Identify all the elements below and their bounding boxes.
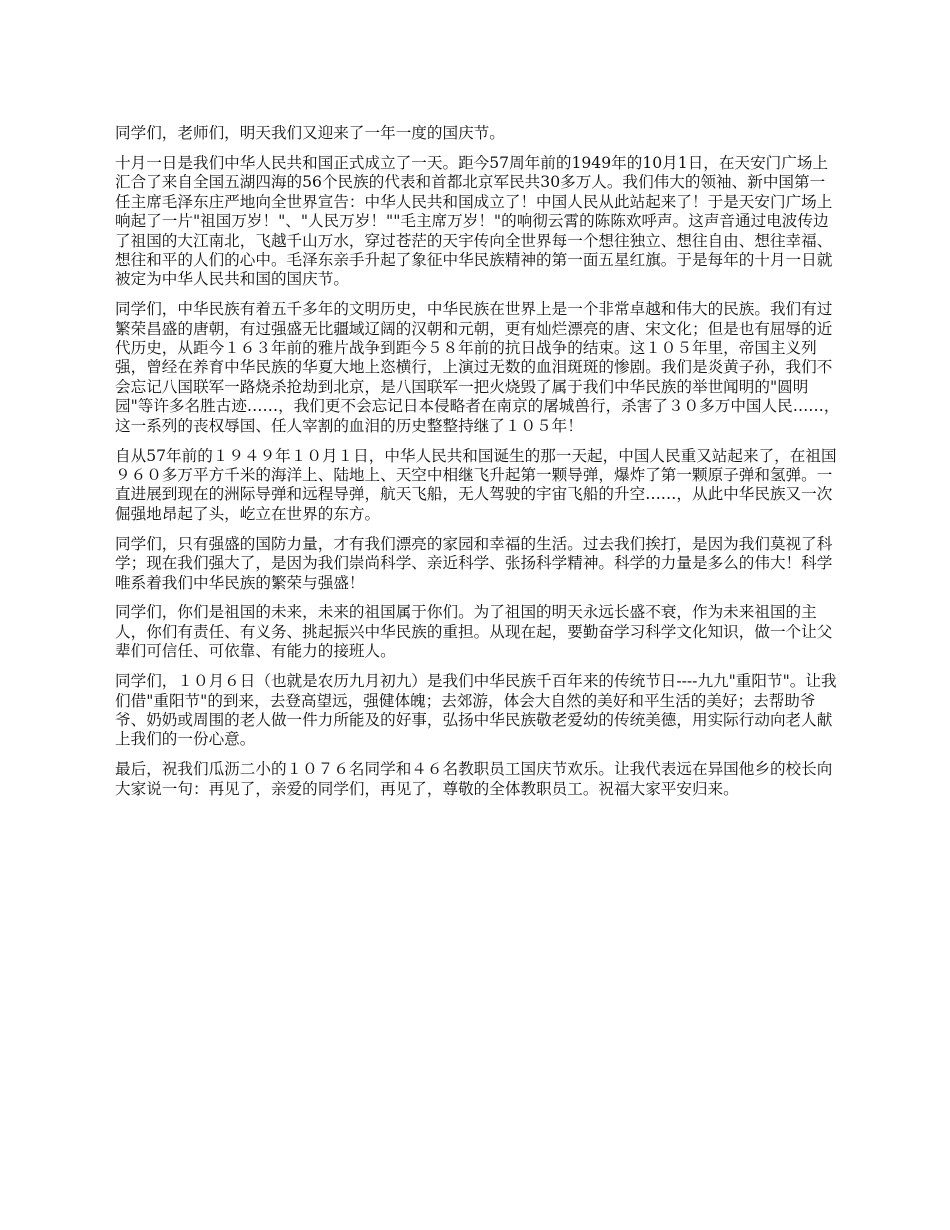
paragraph-science: 同学们，只有强盛的国防力量，才有我们漂亮的家园和幸福的生活。过去我们挨打，是因为我们莫视了科学；现在我们强大了，是因为我们崇尚科学、亲近科学、张扬科学精神。科学的力量是多么的伟大！科学唯系着我们中华民族的繁荣与强盛！ bbox=[115, 534, 833, 592]
paragraph-founding-day: 十月一日是我们中华人民共和国正式成立了一天。距今57周年前的1949年的10月1日，在天安门广场上汇合了来自全国五湖四海的56个民族的代表和首都北京军民共30多万人。我们伟大的领袖、新中国第一任主席毛泽东庄严地向全世界宣告：中华人民共和国成立了！中国人民从此站起来了！于是天安门广场上响起了一片"祖国万岁！"、"人民万岁！""毛主席万岁！"的响彻云霄的陈陈欢呼声。这声音通过电波传边了祖国的大江南北，飞越千山万水，穿过苍茫的天宇传向全世界每一个想往独立、想往自由、想往幸福、想往和平的人们的心中。毛泽东亲手升起了象征中华民族精神的第一面五星红旗。于是每年的十月一日就被定为中华人民共和国的国庆节。 bbox=[115, 153, 833, 289]
paragraph-greeting: 同学们，老师们，明天我们又迎来了一年一度的国庆节。 bbox=[115, 124, 505, 142]
paragraph-future: 同学们，你们是祖国的未来，未来的祖国属于你们。为了祖国的明天永远长盛不衰，作为未来祖国的主人，你们有责任、有义务、挑起振兴中华民族的重担。从现在起，要勤奋学习科学文化知识，做一个让父辈们可信任、可依靠、有能力的接班人。 bbox=[115, 603, 833, 661]
paragraph-closing: 最后，祝我们瓜沥二小的１０７６名同学和４６名教职员工国庆节欢乐。让我代表远在异国他乡的校长向大家说一句：再见了，亲爱的同学们，再见了，尊敬的全体教职员工。祝福大家平安归来。 bbox=[115, 760, 833, 798]
document-body bbox=[115, 124, 840, 810]
paragraph-history: 同学们，中华民族有着五千多年的文明历史，中华民族在世界上是一个非常卓越和伟大的民族。我们有过繁荣昌盛的唐朝，有过强盛无比疆域辽阔的汉朝和元朝，更有灿烂漂亮的唐、宋文化；但是也有屈辱的近代历史，从距今１６３年前的雅片战争到距今５８年前的抗日战争的结束。这１０５年里，帝国主义列强，曾经在养育中华民族的华夏大地上恣横行，上演过无数的血泪斑斑的惨剧。我们是炎黄子孙，我们不会忘记八国联军一路烧杀抢劫到北京，是八国联军一把火烧毁了属于我们中华民族的举世闻明的"圆明园"等许多名胜古迹……，我们更不会忘记日本侵略者在南京的屠城兽行，杀害了３０多万中国人民……，这一系列的丧权辱国、任人宰割的血泪的历史整整持继了１０５年！ bbox=[115, 300, 840, 435]
paragraph-rise: 自从57年前的１９４９年１０月１日，中华人民共和国诞生的那一天起，中国人民重又站起来了，在祖国９６０多万平方千米的海洋上、陆地上、天空中相继飞升起第一颗导弹，爆炸了第一颗原子弹和氢弹。一直进展到现在的洲际导弹和远程导弹，航天飞船，无人驾驶的宇宙飞船的升空……，从此中华民族又一次倔强地昂起了头，屹立在世界的东方。 bbox=[115, 446, 837, 523]
paragraph-chongyang: 同学们，１０月６日（也就是农历九月初九）是我们中华民族千百年来的传统节日----九九"重阳节"。让我们借"重阳节"的到来，去登高望远，强健体魄；去郊游，体会大自然的美好和平生活的美好；去帮助爷爷、奶奶或周围的老人做一件力所能及的好事，弘扬中华民族敬老爱幼的传统美德，用实际行动向老人献上我们的一份心意。 bbox=[115, 672, 837, 749]
